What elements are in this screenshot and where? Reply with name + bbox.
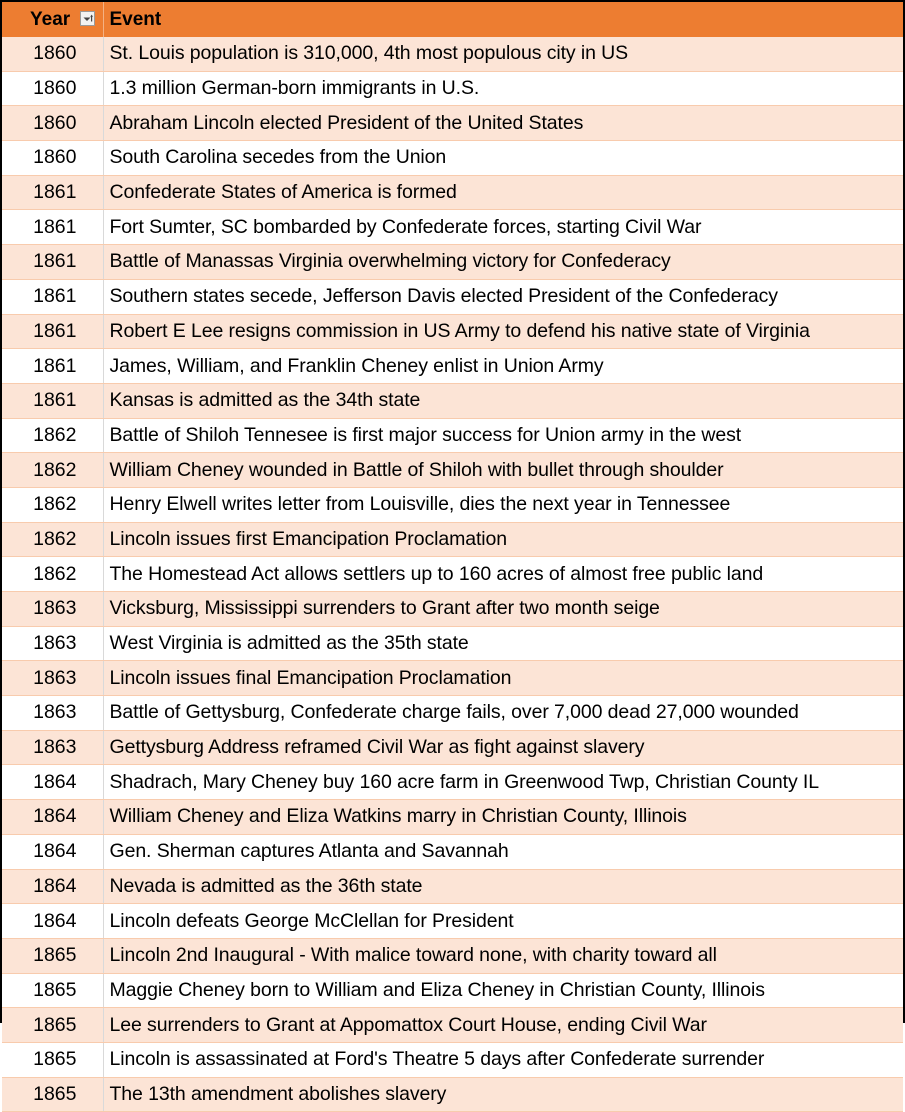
year-cell[interactable]: 1861 (2, 175, 103, 210)
year-cell[interactable]: 1863 (2, 730, 103, 765)
table-row (2, 730, 903, 765)
year-cell[interactable]: 1865 (2, 1077, 103, 1112)
event-cell[interactable]: Lincoln issues first Emancipation Proclamation (103, 522, 903, 557)
event-cell[interactable]: Lincoln defeats George McClellan for President (103, 904, 903, 939)
event-cell[interactable]: The 13th amendment abolishes slavery (103, 1077, 903, 1112)
table-row (2, 418, 903, 453)
event-cell[interactable]: Robert E Lee resigns commission in US Army to defend his native state of Virginia (103, 314, 903, 349)
table-row (2, 696, 903, 731)
table-row (2, 245, 903, 280)
event-cell[interactable]: William Cheney and Eliza Watkins marry in Christian County, Illinois (103, 800, 903, 835)
event-cell[interactable]: Lincoln is assassinated at Ford's Theatre 5 days after Confederate surrender (103, 1042, 903, 1077)
year-cell[interactable]: 1860 (2, 106, 103, 141)
event-cell[interactable]: Kansas is admitted as the 34th state (103, 383, 903, 418)
year-cell[interactable]: 1864 (2, 869, 103, 904)
year-cell[interactable]: 1864 (2, 765, 103, 800)
table-body (2, 37, 903, 1112)
year-cell[interactable]: 1861 (2, 314, 103, 349)
event-cell[interactable]: Gettysburg Address reframed Civil War as fight against slavery (103, 730, 903, 765)
event-cell[interactable]: Vicksburg, Mississippi surrenders to Grant after two month seige (103, 592, 903, 627)
year-cell[interactable]: 1862 (2, 522, 103, 557)
table-row (2, 904, 903, 939)
event-cell[interactable]: West Virginia is admitted as the 35th state (103, 626, 903, 661)
table-row (2, 314, 903, 349)
table-row (2, 37, 903, 71)
year-cell[interactable]: 1863 (2, 696, 103, 731)
event-cell[interactable]: St. Louis population is 310,000, 4th most populous city in US (103, 37, 903, 71)
event-cell[interactable]: Shadrach, Mary Cheney buy 160 acre farm in Greenwood Twp, Christian County IL (103, 765, 903, 800)
year-cell[interactable]: 1861 (2, 210, 103, 245)
year-cell[interactable]: 1864 (2, 800, 103, 835)
table-row (2, 938, 903, 973)
table-row (2, 383, 903, 418)
year-cell[interactable]: 1862 (2, 453, 103, 488)
year-cell[interactable]: 1862 (2, 557, 103, 592)
table-row (2, 141, 903, 176)
event-column-label: Event (109, 8, 162, 30)
year-cell[interactable]: 1864 (2, 904, 103, 939)
event-cell[interactable]: Battle of Manassas Virginia overwhelming victory for Confederacy (103, 245, 903, 280)
year-cell[interactable]: 1865 (2, 938, 103, 973)
year-cell[interactable]: 1864 (2, 834, 103, 869)
event-cell[interactable]: Gen. Sherman captures Atlanta and Savannah (103, 834, 903, 869)
year-cell[interactable]: 1865 (2, 1042, 103, 1077)
year-cell[interactable]: 1862 (2, 487, 103, 522)
table-row (2, 765, 903, 800)
table-row (2, 1008, 903, 1043)
table-row (2, 869, 903, 904)
table-row (2, 1077, 903, 1112)
year-cell[interactable]: 1865 (2, 973, 103, 1008)
table-row (2, 626, 903, 661)
table-row (2, 973, 903, 1008)
year-cell[interactable]: 1861 (2, 245, 103, 280)
event-cell[interactable]: Lincoln issues final Emancipation Proclamation (103, 661, 903, 696)
event-cell[interactable]: Southern states secede, Jefferson Davis elected President of the Confederacy (103, 279, 903, 314)
year-cell[interactable]: 1863 (2, 661, 103, 696)
year-column-label: Year (30, 8, 71, 30)
event-cell[interactable]: William Cheney wounded in Battle of Shiloh with bullet through shoulder (103, 453, 903, 488)
table-row (2, 175, 903, 210)
event-column-header[interactable] (103, 2, 903, 37)
event-cell[interactable]: Lincoln 2nd Inaugural - With malice toward none, with charity toward all (103, 938, 903, 973)
event-cell[interactable]: The Homestead Act allows settlers up to 160 acres of almost free public land (103, 557, 903, 592)
year-cell[interactable]: 1861 (2, 349, 103, 384)
event-cell[interactable]: Fort Sumter, SC bombarded by Confederate forces, starting Civil War (103, 210, 903, 245)
year-cell[interactable]: 1861 (2, 383, 103, 418)
event-cell[interactable]: Nevada is admitted as the 36th state (103, 869, 903, 904)
table-row (2, 592, 903, 627)
event-cell[interactable]: Battle of Gettysburg, Confederate charge fails, over 7,000 dead 27,000 wounded (103, 696, 903, 731)
year-cell[interactable]: 1861 (2, 279, 103, 314)
event-cell[interactable]: Lee surrenders to Grant at Appomattox Court House, ending Civil War (103, 1008, 903, 1043)
table-row (2, 487, 903, 522)
year-cell[interactable]: 1865 (2, 1008, 103, 1043)
year-cell[interactable]: 1860 (2, 71, 103, 106)
year-cell[interactable]: 1860 (2, 37, 103, 71)
timeline-table (2, 2, 903, 1112)
year-cell[interactable]: 1860 (2, 141, 103, 176)
table-row (2, 349, 903, 384)
event-cell[interactable]: James, William, and Franklin Cheney enlist in Union Army (103, 349, 903, 384)
event-cell[interactable]: Henry Elwell writes letter from Louisville, dies the next year in Tennessee (103, 487, 903, 522)
sort-ascending-filter-icon[interactable] (80, 11, 95, 26)
year-column-header[interactable] (2, 2, 103, 37)
table-row (2, 453, 903, 488)
table-row (2, 834, 903, 869)
table-row (2, 71, 903, 106)
table-header-row (2, 2, 903, 37)
event-cell[interactable]: 1.3 million German-born immigrants in U.S. (103, 71, 903, 106)
table-row (2, 106, 903, 141)
event-cell[interactable]: South Carolina secedes from the Union (103, 141, 903, 176)
table-row (2, 800, 903, 835)
table-row (2, 279, 903, 314)
table-row (2, 1042, 903, 1077)
table-row (2, 210, 903, 245)
event-cell[interactable]: Abraham Lincoln elected President of the United States (103, 106, 903, 141)
event-cell[interactable]: Confederate States of America is formed (103, 175, 903, 210)
table-row (2, 522, 903, 557)
event-cell[interactable]: Battle of Shiloh Tennesee is first major success for Union army in the west (103, 418, 903, 453)
table-row (2, 661, 903, 696)
year-cell[interactable]: 1863 (2, 592, 103, 627)
event-cell[interactable]: Maggie Cheney born to William and Eliza Cheney in Christian County, Illinois (103, 973, 903, 1008)
table-row (2, 557, 903, 592)
year-cell[interactable]: 1863 (2, 626, 103, 661)
year-cell[interactable]: 1862 (2, 418, 103, 453)
